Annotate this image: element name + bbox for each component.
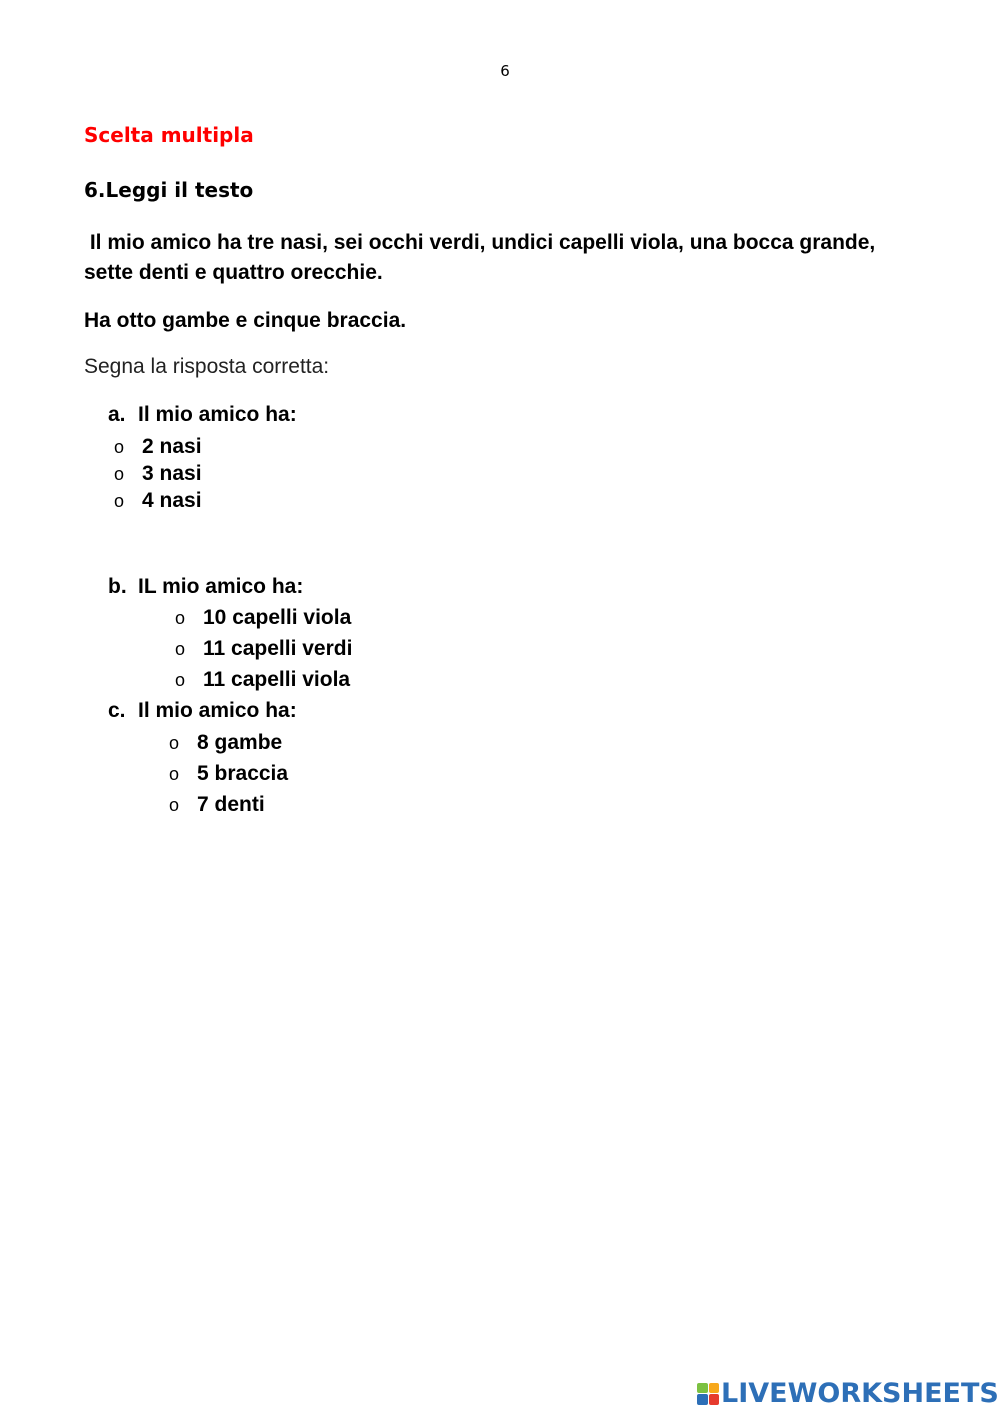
bullet-icon: o (169, 733, 180, 753)
option-c1[interactable] (169, 731, 282, 755)
bullet-icon: o (175, 608, 186, 628)
question-text: Il mio amico ha: (138, 699, 297, 722)
bullet-icon: o (175, 639, 186, 659)
question-letter: b. (108, 575, 127, 598)
option-text: 4 nasi (142, 489, 202, 512)
question-c-label (108, 699, 297, 723)
option-text: 5 braccia (197, 762, 289, 785)
option-c3[interactable] (169, 793, 265, 817)
option-b3[interactable] (175, 668, 350, 692)
option-a3[interactable] (114, 489, 202, 513)
bullet-icon: o (114, 464, 125, 484)
story-text: Il mio amico ha tre nasi, sei occhi verdi, undici capelli viola, una bocca grande, sette denti e quattro orecchie. (84, 231, 876, 284)
bullet-icon: o (169, 795, 180, 815)
bullet-icon: o (114, 491, 125, 511)
logo-mark-icon (697, 1383, 719, 1405)
option-c2[interactable] (169, 762, 288, 786)
bullet-icon: o (175, 670, 186, 690)
question-b-label (108, 575, 303, 599)
option-text: 8 gambe (197, 731, 283, 754)
question-a-label (108, 403, 297, 427)
option-b2[interactable] (175, 637, 352, 661)
exercise-title: 6.Leggi il testo (84, 178, 254, 202)
bullet-icon: o (114, 437, 125, 457)
option-a2[interactable] (114, 462, 202, 486)
question-letter: a. (108, 403, 126, 426)
page-number: 6 (500, 62, 510, 80)
question-text: Il mio amico ha: (138, 403, 297, 426)
question-text: IL mio amico ha: (138, 575, 304, 598)
option-a1[interactable] (114, 435, 202, 459)
instruction: Segna la risposta corretta: (84, 355, 330, 378)
logo-text: LIVEWORKSHEETS (721, 1378, 999, 1409)
option-text: 7 denti (197, 793, 265, 816)
option-text: 10 capelli viola (203, 606, 352, 629)
option-text: 2 nasi (142, 435, 202, 458)
option-text: 11 capelli verdi (203, 637, 353, 660)
story-paragraph-2: Ha otto gambe e cinque braccia. (84, 309, 407, 332)
option-text: 3 nasi (142, 462, 202, 485)
liveworksheets-logo (697, 1378, 999, 1409)
question-letter: c. (108, 699, 126, 722)
story-paragraph (84, 228, 924, 288)
bullet-icon: o (169, 764, 180, 784)
option-b1[interactable] (175, 606, 351, 630)
section-title: Scelta multipla (84, 123, 254, 147)
option-text: 11 capelli viola (203, 668, 351, 691)
